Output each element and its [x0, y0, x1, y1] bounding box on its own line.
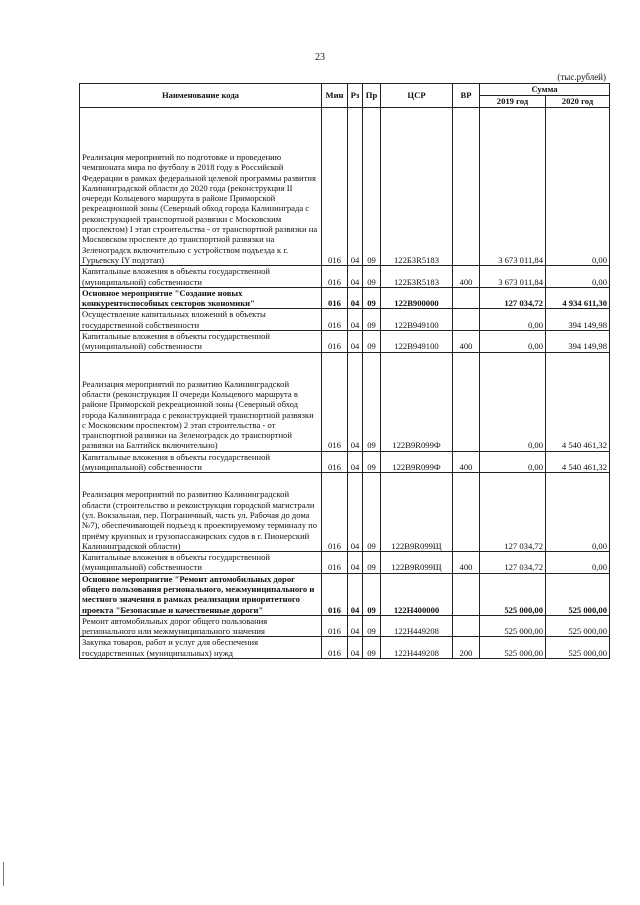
row-csr: 122В9R099Ф: [381, 352, 453, 451]
row-sum-2019: 525 000,00: [480, 637, 546, 659]
table-row: [80, 451, 610, 473]
table-row: [80, 331, 610, 353]
page-number: 23: [315, 52, 325, 63]
row-rz: 04: [348, 615, 363, 637]
header-2019: 2019 год: [480, 96, 546, 108]
row-sum-2020: 0,00: [546, 473, 610, 552]
row-csr: 122Б3R5183: [381, 266, 453, 288]
row-pr: 09: [363, 266, 381, 288]
row-rz: 04: [348, 266, 363, 288]
row-vr: [453, 309, 480, 331]
row-csr: 122В949100: [381, 309, 453, 331]
margin-mark: [3, 862, 4, 886]
row-min: 016: [322, 266, 348, 288]
row-sum-2020: 4 540 461,32: [546, 352, 610, 451]
row-min: 016: [322, 451, 348, 473]
row-sum-2020: 4 540 461,32: [546, 451, 610, 473]
row-sum-2020: 0,00: [546, 108, 610, 266]
table-row: [80, 573, 610, 615]
row-sum-2019: 127 034,72: [480, 287, 546, 309]
row-sum-2019: 525 000,00: [480, 573, 546, 615]
row-csr: 122В9R099Ф: [381, 451, 453, 473]
row-sum-2020: 394 149,98: [546, 309, 610, 331]
row-rz: 04: [348, 637, 363, 659]
row-sum-2019: 0,00: [480, 331, 546, 353]
row-sum-2020: 525 000,00: [546, 573, 610, 615]
row-rz: 04: [348, 287, 363, 309]
row-vr: [453, 108, 480, 266]
row-pr: 09: [363, 309, 381, 331]
row-min: 016: [322, 309, 348, 331]
table-row: [80, 615, 610, 637]
header-rz: Рз: [348, 84, 363, 108]
row-name: Капитальные вложения в объекты государственной (муниципальной) собственности: [80, 552, 322, 574]
row-min: 016: [322, 331, 348, 353]
header-vr: ВР: [453, 84, 480, 108]
row-sum-2020: 0,00: [546, 552, 610, 574]
row-csr: 122Н449208: [381, 615, 453, 637]
row-sum-2019: 0,00: [480, 451, 546, 473]
row-pr: 09: [363, 287, 381, 309]
row-sum-2019: 3 673 011,84: [480, 266, 546, 288]
row-name: Основное мероприятие "Создание новых конкурентоспособных секторов экономики": [80, 287, 322, 309]
row-min: 016: [322, 473, 348, 552]
row-sum-2019: 525 000,00: [480, 615, 546, 637]
row-min: 016: [322, 615, 348, 637]
row-csr: 122Н400000: [381, 573, 453, 615]
row-name: Ремонт автомобильных дорог общего пользования регионального или межмуниципального значения: [80, 615, 322, 637]
row-vr: [453, 352, 480, 451]
row-pr: 09: [363, 573, 381, 615]
row-min: 016: [322, 637, 348, 659]
row-vr: [453, 473, 480, 552]
header-2020: 2020 год: [546, 96, 610, 108]
row-vr: [453, 287, 480, 309]
header-name: Наименование кода: [80, 84, 322, 108]
row-sum-2019: 3 673 011,84: [480, 108, 546, 266]
row-vr: 400: [453, 451, 480, 473]
row-vr: [453, 615, 480, 637]
row-name: Реализация мероприятий по развитию Калининградской области (реконструкция II очереди Кольцевого маршрута в районе Приморской рекреационной зоны (Северный обход города Калининграда с реконструкцией транспортной развязки с Московским проспектом) 2 этап строительства - от транспортной развязки на Зеленоградск до транспортной развязки на Балтийск включительно): [80, 352, 322, 451]
budget-table: [79, 83, 610, 659]
row-rz: 04: [348, 331, 363, 353]
row-rz: 04: [348, 552, 363, 574]
row-vr: [453, 573, 480, 615]
row-csr: 122В900000: [381, 287, 453, 309]
table-row: [80, 309, 610, 331]
row-sum-2020: 4 934 611,30: [546, 287, 610, 309]
row-name: Капитальные вложения в объекты государственной (муниципальной) собственности: [80, 451, 322, 473]
row-sum-2019: 127 034,72: [480, 552, 546, 574]
table-row: [80, 473, 610, 552]
row-rz: 04: [348, 309, 363, 331]
table-row: [80, 108, 610, 266]
row-vr: 400: [453, 331, 480, 353]
header-min: Мин: [322, 84, 348, 108]
row-pr: 09: [363, 637, 381, 659]
row-pr: 09: [363, 108, 381, 266]
row-vr: 200: [453, 637, 480, 659]
row-sum-2020: 394 149,98: [546, 331, 610, 353]
row-rz: 04: [348, 108, 363, 266]
row-pr: 09: [363, 552, 381, 574]
row-rz: 04: [348, 473, 363, 552]
row-min: 016: [322, 108, 348, 266]
table-row: [80, 287, 610, 309]
row-pr: 09: [363, 331, 381, 353]
row-min: 016: [322, 552, 348, 574]
table-row: [80, 352, 610, 451]
row-sum-2020: 525 000,00: [546, 615, 610, 637]
table-row: [80, 266, 610, 288]
row-sum-2019: 0,00: [480, 352, 546, 451]
row-pr: 09: [363, 451, 381, 473]
row-vr: 400: [453, 266, 480, 288]
row-sum-2020: 525 000,00: [546, 637, 610, 659]
row-csr: 122В9R099Щ: [381, 552, 453, 574]
table-row: [80, 552, 610, 574]
row-name: Осуществление капитальных вложений в объекты государственной собственности: [80, 309, 322, 331]
row-name: Капитальные вложения в объекты государственной (муниципальной) собственности: [80, 331, 322, 353]
table-row: [80, 637, 610, 659]
row-csr: 122Н449208: [381, 637, 453, 659]
row-pr: 09: [363, 473, 381, 552]
row-rz: 04: [348, 352, 363, 451]
header-pr: Пр: [363, 84, 381, 108]
row-name: Основное мероприятие "Ремонт автомобильных дорог общего пользования регионального, межмуниципального и местного значения в рамках реализации приоритетного проекта "Безопасные и качественные дороги": [80, 573, 322, 615]
row-min: 016: [322, 352, 348, 451]
row-csr: 122В949100: [381, 331, 453, 353]
header-csr: ЦСР: [381, 84, 453, 108]
row-name: Капитальные вложения в объекты государственной (муниципальной) собственности: [80, 266, 322, 288]
row-sum-2019: 0,00: [480, 309, 546, 331]
row-csr: 122В9R099Щ: [381, 473, 453, 552]
row-csr: 122Б3R5183: [381, 108, 453, 266]
row-sum-2019: 127 034,72: [480, 473, 546, 552]
units-label: (тыс.рублей): [557, 72, 606, 82]
header-sum: Сумма: [480, 84, 610, 96]
row-sum-2020: 0,00: [546, 266, 610, 288]
row-min: 016: [322, 573, 348, 615]
row-name: Реализация мероприятий по развитию Калининградской области (строительство и реконструкция городской магистрали (ул. Вокзальная, пер. Пограничный, часть ул. Рабочая до дома №7), обеспечивающей подъезд к проектируемому терминалу по приёму круизных и грузопассажирских судов в г. Пионерский Калининградской области): [80, 473, 322, 552]
row-name: Закупка товаров, работ и услуг для обеспечения государственных (муниципальных) нужд: [80, 637, 322, 659]
row-pr: 09: [363, 352, 381, 451]
row-vr: 400: [453, 552, 480, 574]
row-pr: 09: [363, 615, 381, 637]
row-rz: 04: [348, 573, 363, 615]
row-min: 016: [322, 287, 348, 309]
row-rz: 04: [348, 451, 363, 473]
row-name: Реализация мероприятий по подготовке и проведению чемпионата мира по футболу в 2018 году в Российской Федерации в рамках федеральной целевой программы развития Калининградской области до 2020 года (реконструкция II очереди Кольцевого маршрута в районе Приморской рекреационной зоны (Северный обход города Калининграда с реконструкцией транспортной развязки с Московским проспектом) I этап строительства - от транспортной развязки на Московском проспекте до транспортной развязки на Зеленоградск включительно с устройством подъезда к г. Гурьевску IY подэтап): [80, 108, 322, 266]
table-body: [80, 108, 610, 659]
